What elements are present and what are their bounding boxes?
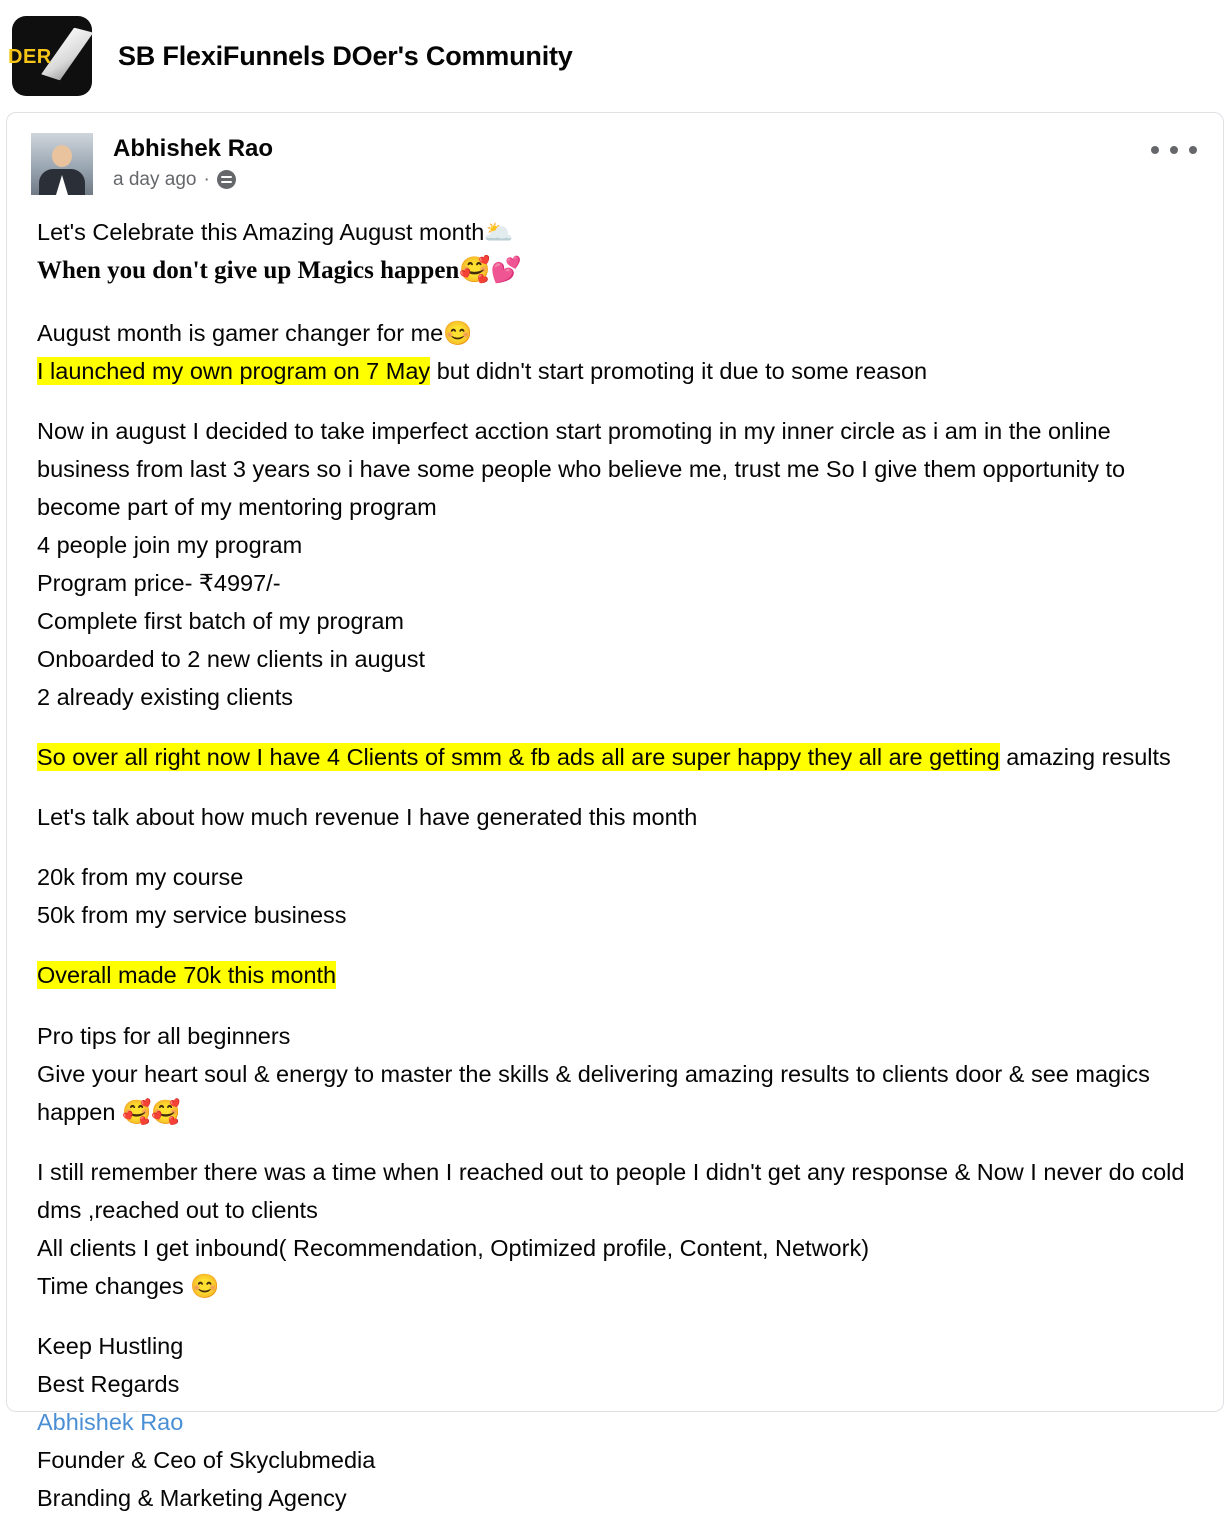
- post-line: Let's talk about how much revenue I have generated this month: [37, 804, 698, 831]
- post-author-name[interactable]: Abhishek Rao: [113, 135, 274, 162]
- post-line: Give your heart soul & energy to master the skills & delivering amazing results to clients door & see magics happen 🥰🥰: [37, 1060, 1150, 1125]
- post-paragraph-4: [37, 738, 1195, 776]
- avatar[interactable]: [31, 133, 93, 195]
- post-line: Complete first batch of my program: [37, 608, 404, 634]
- group-header: [0, 0, 1230, 112]
- highlight-text: So over all right now I have 4 Clients of smm & fb ads all are super happy they all are getting: [37, 744, 1000, 771]
- post-line: I still remember there was a time when I reached out to people I didn't get any response & Now I never do cold dms ,reached out to clients: [37, 1158, 1185, 1223]
- post-subline: [113, 169, 273, 191]
- post-line: 4 people join my program: [37, 531, 303, 558]
- post-header: [7, 113, 1223, 195]
- post-timestamp[interactable]: a day ago: [113, 168, 197, 190]
- post-line-rest: but didn't start promoting it due to some reason: [430, 357, 928, 384]
- post-paragraph-10: [37, 1327, 1195, 1517]
- post-paragraph-3: [37, 412, 1195, 717]
- highlight-text: I launched my own program on 7 May: [37, 357, 431, 384]
- group-title[interactable]: SB FlexiFunnels DOer's Community: [118, 40, 573, 71]
- post-line: Onboarded to 2 new clients in august: [37, 646, 426, 673]
- post-line: Best Regards: [37, 1371, 180, 1397]
- post-line: 50k from my service business: [37, 902, 347, 929]
- separator-dot: ·: [203, 168, 210, 190]
- post-card: [6, 112, 1224, 1512]
- post-paragraph-5: [37, 798, 1195, 836]
- post-paragraph-1: [37, 213, 1195, 292]
- avatar-head: [52, 145, 72, 167]
- post-line: 20k from my course: [37, 864, 244, 891]
- post-line: 2 already existing clients: [37, 684, 294, 711]
- post-line: Founder & Ceo of Skyclubmedia: [37, 1447, 376, 1474]
- post-body: [7, 195, 1223, 1517]
- post-line: Now in august I decided to take imperfect acction start promoting in my inner circle as i am in the online business from last 3 years so i have some people who believe me, trust me So I give them opportunity to become part of my mentoring program: [37, 417, 1126, 520]
- post-line: Program price- ₹4997/-: [37, 569, 281, 596]
- logo-text: DER: [8, 46, 52, 68]
- post-line: Let's Celebrate this Amazing August month🌥️: [37, 219, 514, 245]
- post-paragraph-2: [37, 314, 1195, 390]
- highlight-text: Overall made 70k this month: [37, 962, 337, 989]
- post-line: August month is gamer changer for me😊: [37, 319, 473, 346]
- group-logo-icon[interactable]: [8, 16, 92, 96]
- more-options-icon[interactable]: [1151, 135, 1197, 165]
- post-line: Branding & Marketing Agency: [37, 1485, 347, 1512]
- post-line-rest: amazing results: [999, 744, 1171, 771]
- post-line: All clients I get inbound( Recommendation, Optimized profile, Content, Network): [37, 1234, 870, 1261]
- post-line-bold: When you don't give up Magics happen🥰💕: [37, 257, 522, 285]
- post-line: Time changes 😊: [37, 1272, 220, 1299]
- post-line: Keep Hustling: [37, 1332, 184, 1359]
- post-line: Pro tips for all beginners: [37, 1022, 291, 1049]
- group-audience-icon: [217, 170, 236, 189]
- post-meta: [113, 133, 273, 191]
- post-paragraph-8: [37, 1017, 1195, 1131]
- post-paragraph-7: [37, 956, 1195, 994]
- author-profile-link[interactable]: Abhishek Rao: [37, 1409, 184, 1436]
- post-paragraph-9: [37, 1153, 1195, 1305]
- post-line-highlighted: [37, 352, 1195, 390]
- post-paragraph-6: [37, 858, 1195, 934]
